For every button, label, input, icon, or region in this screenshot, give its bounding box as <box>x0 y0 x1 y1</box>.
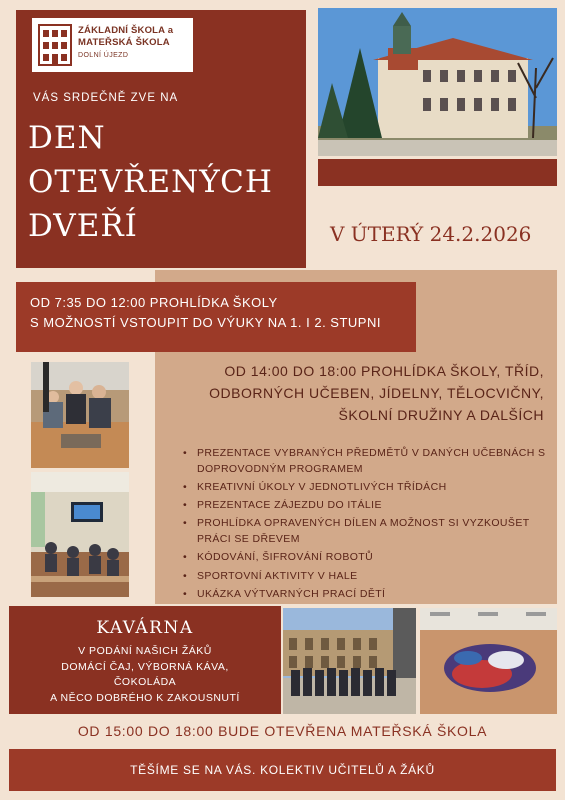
kindergarten-notice: OD 15:00 DO 18:00 BUDE OTEVŘENA MATEŘSKÁ ŠKOLA <box>77 723 488 739</box>
afternoon-line-1: OD 14:00 DO 18:00 PROHLÍDKA ŠKOLY, TŘÍD, <box>224 363 544 379</box>
sports-hall-photo <box>420 608 557 714</box>
event-date: V ÚTERÝ 24.2.2026 <box>330 222 532 246</box>
list-item: • KREATIVNÍ ÚKOLY V JEDNOTLIVÝCH TŘÍDÁCH <box>183 480 553 496</box>
list-item: • SPORTOVNÍ AKTIVITY V HALE <box>183 569 553 585</box>
morning-line-2: S MOŽNOSTÍ VSTOUPIT DO VÝUKY NA 1. I 2. STUPNI <box>30 315 381 330</box>
logo-line-2: MATEŘSKÁ ŠKOLA <box>78 37 170 48</box>
list-item: • KÓDOVÁNÍ, ŠIFROVÁNÍ ROBOTŮ <box>183 550 553 566</box>
invite-text: VÁS SRDEČNĚ ZVE NA <box>33 92 179 104</box>
footer-bar: TĚŠÍME SE NA VÁS. KOLEKTIV UČITELŮ A ŽÁKŮ <box>9 749 556 791</box>
school-building-icon <box>38 24 72 66</box>
list-item: • PREZENTACE VYBRANÝCH PŘEDMĚTŮ V DANÝCH UČEBNÁCH S DOPROVODNÝM PROGRAMEM <box>183 446 553 478</box>
list-item: • PROHLÍDKA OPRAVENÝCH DÍLEN A MOŽNOST SI VYZKOUŠET PRÁCI SE DŘEVEM <box>183 516 553 548</box>
cafe-line-4: A NĚCO DOBRÉHO K ZAKOUSNUTÍ <box>50 691 240 704</box>
morning-program <box>16 282 416 352</box>
afternoon-line-3: ŠKOLNÍ DRUŽINY A DALŠÍCH <box>338 407 544 423</box>
list-item: • UKÁZKA VÝTVARNÝCH PRACÍ DĚTÍ <box>183 587 553 603</box>
cafe-line-2: DOMÁCÍ ČAJ, VÝBORNÁ KÁVA, <box>61 660 229 673</box>
morning-line-1: OD 7:35 DO 12:00 PROHLÍDKA ŠKOLY <box>30 295 278 310</box>
list-item: • PREZENTACE ZÁJEZDU DO ITÁLIE <box>183 498 553 514</box>
italy-trip-photo <box>283 608 416 714</box>
school-logo <box>32 18 193 72</box>
cafe-line-3: ČOKOLÁDA <box>113 676 177 688</box>
cafe-line-1: V PODÁNÍ NAŠICH ŽÁKŮ <box>78 645 212 657</box>
classroom-photo <box>31 472 129 597</box>
activity-list <box>183 446 553 605</box>
event-title-line-1: DEN <box>28 120 106 156</box>
school-building-photo <box>318 8 557 156</box>
event-title <box>28 116 298 248</box>
logo-line-3: DOLNÍ ÚJEZD <box>78 52 129 59</box>
logo-line-1: ZÁKLADNÍ ŠKOLA a <box>78 25 174 36</box>
cafe-panel <box>9 606 281 714</box>
photo-caption-bar <box>318 159 557 186</box>
afternoon-program <box>170 360 544 426</box>
event-title-line-3: DVEŘÍ <box>28 208 138 244</box>
workshop-photo <box>31 362 129 468</box>
afternoon-line-2: ODBORNÝCH UČEBEN, JÍDELNY, TĚLOCVIČNY, <box>209 385 544 401</box>
cafe-title: KAVÁRNA <box>96 618 194 638</box>
event-title-line-2: OTEVŘENÝCH <box>28 164 273 200</box>
